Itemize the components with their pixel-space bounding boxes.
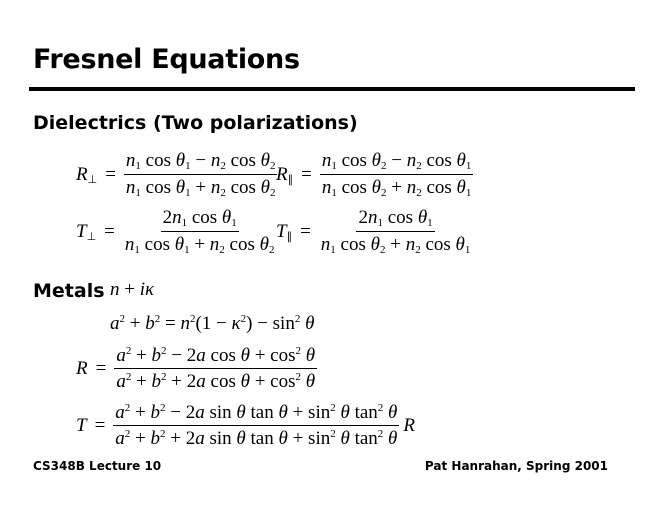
- equation-t-perpendicular: $T_\perp$ = $\frac{2n_1 \cos \theta_1}{n_1 \cos \theta_1 + n_2 \cos \theta_2}$: [76, 207, 275, 256]
- footer-author: Pat Hanrahan, Spring 2001: [424, 459, 608, 473]
- equation-metals-reflectance: R = $\frac{a^2 + b^2 - 2a \cos \theta + \cos^2 \theta}{a^2 + b^2 + 2a \cos \theta + \cos^2 \theta}$: [76, 345, 316, 392]
- equation-a-b-relation: $a^2 + b^2 = n^2(1 - \kappa^2) - \sin^2 \theta$: [110, 313, 315, 334]
- equation-r-perpendicular: $R_\perp$ = $\frac{n_1 \cos \theta_1 - n_2 \cos \theta_2}{n_1 \cos \theta_1 + n_2 \cos \theta_2}$: [76, 150, 276, 199]
- slide-title: Fresnel Equations: [33, 44, 300, 75]
- equation-complex-index: n + iκ: [110, 279, 155, 300]
- title-divider: [29, 87, 635, 91]
- equation-metals-transmittance: T = $\frac{a^2 + b^2 - 2a \sin \theta \tan \theta + \sin^2 \theta \tan^2 \theta}{a^2 + b^2 + 2a \sin \theta \tan \theta + \sin^2 \theta \tan^2 \theta}$ R: [76, 402, 415, 449]
- section-heading-metals: Metals: [33, 280, 105, 302]
- equation-t-parallel: $T_\parallel$ = $\frac{2n_1 \cos \theta_1}{n_1 \cos \theta_2 + n_2 \cos \theta_1}$: [276, 207, 471, 256]
- footer-lecture: CS348B Lecture 10: [33, 459, 162, 473]
- equation-r-parallel: $R_\parallel$ = $\frac{n_1 \cos \theta_2 - n_2 \cos \theta_1}{n_1 \cos \theta_2 + n_2 \cos \theta_1}$: [276, 150, 472, 199]
- section-heading-dielectrics: Dielectrics (Two polarizations): [33, 112, 358, 134]
